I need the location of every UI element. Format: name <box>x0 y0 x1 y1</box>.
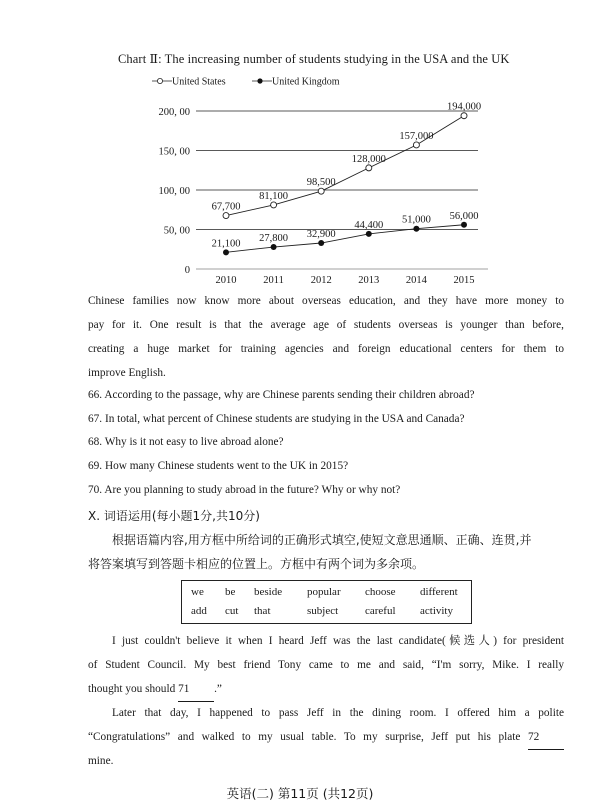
word-box-word: choose <box>365 586 396 598</box>
y-tick-label: 0 <box>184 265 190 276</box>
instruction-line: 将答案填写到答题卡相应的位置上。方框中有两个词为多余项。 <box>88 557 425 571</box>
data-point <box>318 188 324 194</box>
story-text: thought you should <box>88 683 176 695</box>
data-point <box>461 222 467 228</box>
story-line: Later that day, I happened to pass Jeff in the dining room. I offered him a polite <box>112 707 564 719</box>
x-tick-label: 2012 <box>310 275 332 286</box>
y-tick-label: 200, 00 <box>158 107 190 118</box>
data-label: 98,500 <box>306 177 336 189</box>
paragraph-line: improve English. <box>88 367 166 379</box>
story-line: I just couldn't believe it when I heard Jeff was the last candidate(候选人) for president <box>112 635 564 647</box>
data-point <box>366 231 372 237</box>
question-69: 69. How many Chinese students went to the UK in 2015? <box>88 460 349 472</box>
chart-series <box>212 102 482 256</box>
series-united-kingdom <box>212 211 479 256</box>
data-point <box>318 240 324 246</box>
data-point <box>461 113 467 119</box>
data-label: 67,700 <box>211 201 241 213</box>
data-label: 128,000 <box>351 153 386 165</box>
question-67: 67. In total, what percent of Chinese students are studying in the USA and Canada? <box>88 413 465 425</box>
x-axis-ticks <box>216 275 475 286</box>
x-tick-label: 2011 <box>263 275 284 286</box>
word-box <box>181 580 472 624</box>
question-66: 66. According to the passage, why are Chinese parents sending their children abroad? <box>88 389 475 401</box>
line-chart <box>0 0 600 300</box>
data-point <box>223 213 229 219</box>
y-tick-label: 150, 00 <box>158 146 190 158</box>
y-axis-ticks <box>159 107 191 276</box>
word-box-word: activity <box>420 605 453 617</box>
legend-marker <box>257 78 262 83</box>
question-68: 68. Why is it not easy to live abroad alone? <box>88 436 284 448</box>
data-label: 157,000 <box>399 130 434 142</box>
data-label: 81,100 <box>259 190 289 202</box>
legend-label: United States <box>172 76 226 88</box>
paragraph-line: Chinese families now know more about overseas education, and they have more money to <box>88 295 564 307</box>
story-line: mine. <box>88 755 114 767</box>
data-label: 44,400 <box>354 219 384 231</box>
data-point <box>271 202 277 208</box>
page-footer: 英语(二) 第11页 (共12页) <box>226 786 374 801</box>
x-tick-label: 2014 <box>405 275 427 286</box>
passage-paragraph <box>88 289 564 385</box>
y-tick-label: 100, 00 <box>158 186 190 197</box>
story-text: “Congratulations” and walked to my usual table. To my surprise, Jeff put his plate <box>88 731 521 743</box>
story-line <box>88 677 564 701</box>
word-box-word: popular <box>307 586 341 598</box>
data-point <box>413 226 419 232</box>
data-label: 56,000 <box>449 210 479 222</box>
word-box-word: be <box>225 586 236 598</box>
data-label: 21,100 <box>211 238 241 250</box>
legend-marker <box>157 78 162 83</box>
data-label: 51,000 <box>401 214 431 226</box>
data-label: 27,800 <box>259 233 289 245</box>
answer-blank-72[interactable]: 72 <box>528 725 564 750</box>
question-70: 70. Are you planning to study abroad in the future? Why or why not? <box>88 484 401 496</box>
chart-title: Chart Ⅱ: The increasing number of students studying in the USA and the UK <box>118 52 510 66</box>
word-box-word: subject <box>307 605 339 617</box>
data-point <box>366 165 372 171</box>
word-box-word: beside <box>254 586 283 598</box>
section-heading: X. 词语运用(每小题1分,共10分) <box>88 509 260 523</box>
answer-blank-71[interactable]: 71 <box>178 677 214 702</box>
data-point <box>271 244 277 250</box>
x-tick-label: 2015 <box>453 275 475 286</box>
word-box-word: we <box>191 586 204 598</box>
data-point <box>223 249 229 255</box>
x-tick-label: 2013 <box>358 275 380 286</box>
word-box-word: different <box>420 586 458 598</box>
instruction-line: 根据语篇内容,用方框中所给词的正确形式填空,使短文意思通顺、正确、连贯,并 <box>112 533 532 547</box>
story-line <box>88 725 564 749</box>
x-tick-label: 2010 <box>215 275 237 286</box>
word-box-word: that <box>254 605 271 617</box>
story-text: .” <box>214 683 222 695</box>
data-point <box>413 142 419 148</box>
word-box-word: cut <box>225 605 239 617</box>
story-paragraph-1 <box>88 629 564 701</box>
chart-legend <box>152 77 340 88</box>
legend-label: United Kingdom <box>272 76 340 88</box>
data-label: 194,000 <box>446 101 482 113</box>
y-tick-label: 50, 00 <box>163 225 190 237</box>
word-box-word: add <box>191 605 207 617</box>
data-label: 32,900 <box>306 229 336 241</box>
story-line: of Student Council. My best friend Tony came to me and said, “I'm sorry, Mike. I really <box>88 659 564 671</box>
series-united-states <box>212 102 482 219</box>
paragraph-line: creating a huge market for training agencies and foreign educational centers for them to <box>88 343 564 355</box>
paragraph-line: pay for it. One result is that the average age of students overseas is younger than before, <box>88 319 564 331</box>
story-paragraph-2 <box>88 701 564 773</box>
word-box-word: careful <box>365 605 396 617</box>
